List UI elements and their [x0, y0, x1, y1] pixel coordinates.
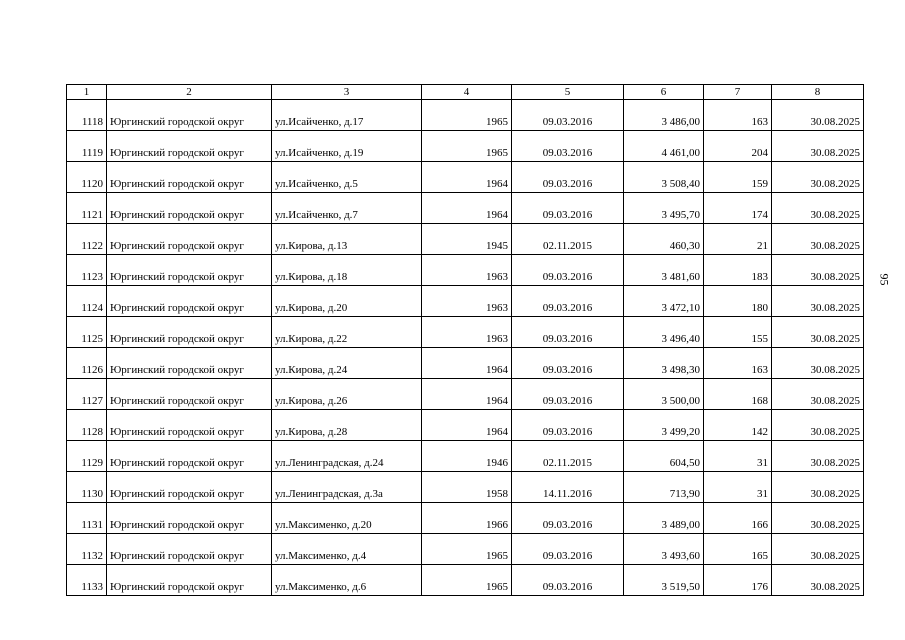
deadline-cell: 30.08.2025 [772, 317, 864, 348]
year-cell: 1965 [422, 131, 512, 162]
date-cell: 09.03.2016 [512, 379, 624, 410]
address-cell: ул.Кирова, д.24 [272, 348, 422, 379]
deadline-cell: 30.08.2025 [772, 193, 864, 224]
count-cell: 168 [704, 379, 772, 410]
header-cell: 2 [107, 85, 272, 100]
address-cell: ул.Кирова, д.20 [272, 286, 422, 317]
deadline-cell: 30.08.2025 [772, 224, 864, 255]
area-cell: 3 472,10 [624, 286, 704, 317]
row-number-cell: 1133 [67, 565, 107, 596]
area-cell: 3 508,40 [624, 162, 704, 193]
area-cell: 3 486,00 [624, 100, 704, 131]
deadline-cell: 30.08.2025 [772, 534, 864, 565]
header-cell: 1 [67, 85, 107, 100]
area-cell: 604,50 [624, 441, 704, 472]
table-row [67, 100, 864, 131]
table-row [67, 131, 864, 162]
date-cell: 09.03.2016 [512, 534, 624, 565]
municipality-cell: Юргинский городской округ [107, 379, 272, 410]
row-number-cell: 1129 [67, 441, 107, 472]
row-number-cell: 1118 [67, 100, 107, 131]
date-cell: 09.03.2016 [512, 131, 624, 162]
row-number-cell: 1120 [67, 162, 107, 193]
date-cell: 02.11.2015 [512, 441, 624, 472]
area-cell: 3 481,60 [624, 255, 704, 286]
date-cell: 09.03.2016 [512, 100, 624, 131]
table-row [67, 193, 864, 224]
count-cell: 159 [704, 162, 772, 193]
municipality-cell: Юргинский городской округ [107, 348, 272, 379]
table-row [67, 255, 864, 286]
count-cell: 163 [704, 348, 772, 379]
municipality-cell: Юргинский городской округ [107, 255, 272, 286]
table-row [67, 441, 864, 472]
year-cell: 1964 [422, 410, 512, 441]
header-cell: 3 [272, 85, 422, 100]
header-cell: 6 [624, 85, 704, 100]
count-cell: 174 [704, 193, 772, 224]
table-row [67, 379, 864, 410]
area-cell: 3 496,40 [624, 317, 704, 348]
table-row [67, 472, 864, 503]
year-cell: 1964 [422, 379, 512, 410]
date-cell: 09.03.2016 [512, 193, 624, 224]
row-number-cell: 1121 [67, 193, 107, 224]
count-cell: 165 [704, 534, 772, 565]
row-number-cell: 1130 [67, 472, 107, 503]
year-cell: 1966 [422, 503, 512, 534]
row-number-cell: 1127 [67, 379, 107, 410]
header-cell: 8 [772, 85, 864, 100]
deadline-cell: 30.08.2025 [772, 379, 864, 410]
header-row [67, 85, 864, 100]
date-cell: 09.03.2016 [512, 162, 624, 193]
table-row [67, 410, 864, 441]
deadline-cell: 30.08.2025 [772, 565, 864, 596]
area-cell: 3 500,00 [624, 379, 704, 410]
area-cell: 460,30 [624, 224, 704, 255]
deadline-cell: 30.08.2025 [772, 255, 864, 286]
municipality-cell: Юргинский городской округ [107, 131, 272, 162]
deadline-cell: 30.08.2025 [772, 131, 864, 162]
table-row [67, 286, 864, 317]
area-cell: 3 493,60 [624, 534, 704, 565]
row-number-cell: 1119 [67, 131, 107, 162]
deadline-cell: 30.08.2025 [772, 410, 864, 441]
table-row [67, 317, 864, 348]
deadline-cell: 30.08.2025 [772, 286, 864, 317]
municipality-cell: Юргинский городской округ [107, 441, 272, 472]
deadline-cell: 30.08.2025 [772, 503, 864, 534]
area-cell: 713,90 [624, 472, 704, 503]
deadline-cell: 30.08.2025 [772, 348, 864, 379]
address-cell: ул.Максименко, д.6 [272, 565, 422, 596]
deadline-cell: 30.08.2025 [772, 100, 864, 131]
year-cell: 1964 [422, 348, 512, 379]
municipality-cell: Юргинский городской округ [107, 162, 272, 193]
year-cell: 1964 [422, 162, 512, 193]
date-cell: 14.11.2016 [512, 472, 624, 503]
address-cell: ул.Ленинградская, д.24 [272, 441, 422, 472]
count-cell: 180 [704, 286, 772, 317]
address-cell: ул.Кирова, д.22 [272, 317, 422, 348]
municipality-cell: Юргинский городской округ [107, 534, 272, 565]
count-cell: 204 [704, 131, 772, 162]
date-cell: 09.03.2016 [512, 410, 624, 441]
count-cell: 176 [704, 565, 772, 596]
row-number-cell: 1126 [67, 348, 107, 379]
year-cell: 1946 [422, 441, 512, 472]
area-cell: 4 461,00 [624, 131, 704, 162]
municipality-cell: Юргинский городской округ [107, 317, 272, 348]
deadline-cell: 30.08.2025 [772, 441, 864, 472]
table-row [67, 224, 864, 255]
municipality-cell: Юргинский городской округ [107, 472, 272, 503]
area-cell: 3 498,30 [624, 348, 704, 379]
row-number-cell: 1131 [67, 503, 107, 534]
municipality-cell: Юргинский городской округ [107, 503, 272, 534]
count-cell: 183 [704, 255, 772, 286]
table-row [67, 565, 864, 596]
year-cell: 1965 [422, 534, 512, 565]
table-row [67, 348, 864, 379]
municipality-cell: Юргинский городской округ [107, 224, 272, 255]
address-cell: ул.Исайченко, д.5 [272, 162, 422, 193]
year-cell: 1965 [422, 100, 512, 131]
row-number-cell: 1124 [67, 286, 107, 317]
year-cell: 1963 [422, 286, 512, 317]
area-cell: 3 519,50 [624, 565, 704, 596]
row-number-cell: 1123 [67, 255, 107, 286]
municipality-cell: Юргинский городской округ [107, 565, 272, 596]
date-cell: 09.03.2016 [512, 286, 624, 317]
year-cell: 1965 [422, 565, 512, 596]
header-cell: 5 [512, 85, 624, 100]
municipality-cell: Юргинский городской округ [107, 100, 272, 131]
deadline-cell: 30.08.2025 [772, 162, 864, 193]
address-cell: ул.Кирова, д.18 [272, 255, 422, 286]
date-cell: 09.03.2016 [512, 348, 624, 379]
year-cell: 1945 [422, 224, 512, 255]
address-cell: ул.Максименко, д.20 [272, 503, 422, 534]
area-cell: 3 499,20 [624, 410, 704, 441]
date-cell: 09.03.2016 [512, 565, 624, 596]
year-cell: 1958 [422, 472, 512, 503]
year-cell: 1964 [422, 193, 512, 224]
municipality-cell: Юргинский городской округ [107, 286, 272, 317]
year-cell: 1963 [422, 317, 512, 348]
row-number-cell: 1128 [67, 410, 107, 441]
date-cell: 09.03.2016 [512, 503, 624, 534]
count-cell: 31 [704, 472, 772, 503]
table-row [67, 162, 864, 193]
housing-register-table [66, 84, 864, 596]
count-cell: 21 [704, 224, 772, 255]
address-cell: ул.Кирова, д.26 [272, 379, 422, 410]
row-number-cell: 1122 [67, 224, 107, 255]
count-cell: 142 [704, 410, 772, 441]
year-cell: 1963 [422, 255, 512, 286]
table-row [67, 534, 864, 565]
address-cell: ул.Исайченко, д.17 [272, 100, 422, 131]
address-cell: ул.Исайченко, д.19 [272, 131, 422, 162]
count-cell: 155 [704, 317, 772, 348]
municipality-cell: Юргинский городской округ [107, 410, 272, 441]
date-cell: 09.03.2016 [512, 317, 624, 348]
count-cell: 166 [704, 503, 772, 534]
date-cell: 09.03.2016 [512, 255, 624, 286]
deadline-cell: 30.08.2025 [772, 472, 864, 503]
address-cell: ул.Ленинградская, д.3а [272, 472, 422, 503]
area-cell: 3 495,70 [624, 193, 704, 224]
date-cell: 02.11.2015 [512, 224, 624, 255]
address-cell: ул.Кирова, д.28 [272, 410, 422, 441]
count-cell: 31 [704, 441, 772, 472]
table-row [67, 503, 864, 534]
address-cell: ул.Исайченко, д.7 [272, 193, 422, 224]
address-cell: ул.Кирова, д.13 [272, 224, 422, 255]
row-number-cell: 1125 [67, 317, 107, 348]
row-number-cell: 1132 [67, 534, 107, 565]
area-cell: 3 489,00 [624, 503, 704, 534]
header-cell: 7 [704, 85, 772, 100]
address-cell: ул.Максименко, д.4 [272, 534, 422, 565]
municipality-cell: Юргинский городской округ [107, 193, 272, 224]
page-number: 95 [877, 273, 892, 286]
header-cell: 4 [422, 85, 512, 100]
count-cell: 163 [704, 100, 772, 131]
